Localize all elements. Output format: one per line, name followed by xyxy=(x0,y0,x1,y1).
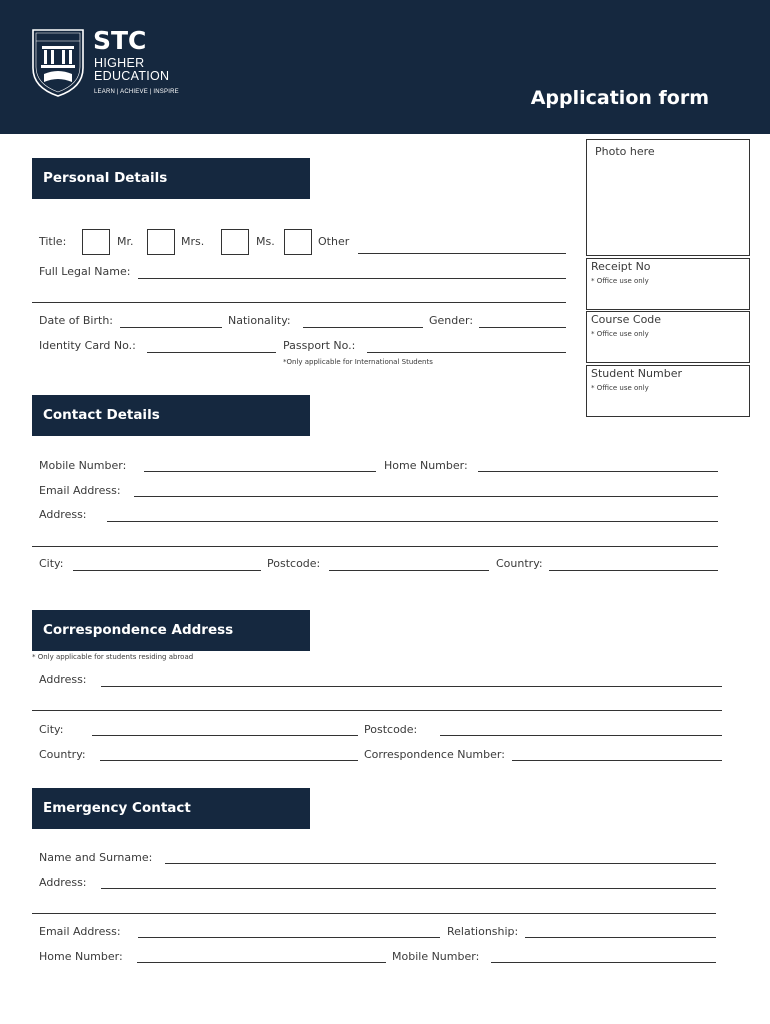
gender-field[interactable] xyxy=(479,327,566,328)
em-address-label: Address: xyxy=(39,876,87,889)
receipt-no-label: Receipt No xyxy=(591,260,651,273)
page-title: Application form xyxy=(530,87,709,109)
corr-country-field[interactable] xyxy=(100,760,358,761)
title-other-checkbox[interactable] xyxy=(284,229,312,255)
title-mr-checkbox[interactable] xyxy=(82,229,110,255)
email-field[interactable] xyxy=(134,496,718,497)
em-name-label: Name and Surname: xyxy=(39,851,153,864)
passport-label: Passport No.: xyxy=(283,339,356,352)
course-code-label: Course Code xyxy=(591,313,662,326)
photo-label: Photo here xyxy=(595,145,655,158)
home-number-label: Home Number: xyxy=(384,459,468,472)
id-card-field[interactable] xyxy=(147,352,276,353)
mobile-label: Mobile Number: xyxy=(39,459,127,472)
title-ms-label: Ms. xyxy=(256,235,275,248)
email-label: Email Address: xyxy=(39,484,121,497)
student-number-note: * Office use only xyxy=(591,384,649,392)
home-number-field[interactable] xyxy=(478,471,718,472)
em-address-field[interactable] xyxy=(101,888,716,889)
brand-line-1: HIGHER xyxy=(94,56,145,70)
corr-postcode-label: Postcode: xyxy=(364,723,418,736)
dob-field[interactable] xyxy=(120,327,222,328)
country-label: Country: xyxy=(496,557,543,570)
brand-name: STC xyxy=(93,26,147,55)
title-mr-label: Mr. xyxy=(117,235,134,248)
header-banner xyxy=(0,0,770,134)
shield-logo-icon xyxy=(30,28,86,98)
student-number-box[interactable] xyxy=(586,365,750,417)
corr-address-label: Address: xyxy=(39,673,87,686)
mobile-field[interactable] xyxy=(144,471,376,472)
corr-city-field[interactable] xyxy=(92,735,358,736)
personal-details-heading: Personal Details xyxy=(32,158,310,199)
passport-note: *Only applicable for International Students xyxy=(283,358,433,366)
em-name-field[interactable] xyxy=(165,863,716,864)
full-name-field-2[interactable] xyxy=(32,302,566,303)
passport-field[interactable] xyxy=(367,352,566,353)
country-field[interactable] xyxy=(549,570,718,571)
title-ms-checkbox[interactable] xyxy=(221,229,249,255)
em-address-field-2[interactable] xyxy=(32,913,716,914)
correspondence-heading: Correspondence Address xyxy=(32,610,310,651)
city-label: City: xyxy=(39,557,64,570)
brand-line-2: EDUCATION xyxy=(94,69,170,83)
receipt-no-box[interactable] xyxy=(586,258,750,310)
course-code-box[interactable] xyxy=(586,311,750,363)
brand-tagline: LEARN | ACHIEVE | INSPIRE xyxy=(94,89,179,95)
dob-label: Date of Birth: xyxy=(39,314,114,327)
em-email-field[interactable] xyxy=(138,937,440,938)
nationality-label: Nationality: xyxy=(228,314,291,327)
receipt-no-note: * Office use only xyxy=(591,277,649,285)
full-name-field[interactable] xyxy=(138,278,566,279)
corr-address-field-2[interactable] xyxy=(32,710,722,711)
corr-address-field[interactable] xyxy=(101,686,722,687)
address-label: Address: xyxy=(39,508,87,521)
em-mobile-field[interactable] xyxy=(491,962,716,963)
course-code-note: * Office use only xyxy=(591,330,649,338)
address-field[interactable] xyxy=(107,521,718,522)
correspondence-note: * Only applicable for students residing abroad xyxy=(32,653,194,661)
title-mrs-label: Mrs. xyxy=(181,235,205,248)
corr-postcode-field[interactable] xyxy=(440,735,722,736)
em-relationship-label: Relationship: xyxy=(447,925,519,938)
corr-city-label: City: xyxy=(39,723,64,736)
title-other-field[interactable] xyxy=(358,253,566,254)
em-relationship-field[interactable] xyxy=(525,937,716,938)
em-home-label: Home Number: xyxy=(39,950,123,963)
city-field[interactable] xyxy=(73,570,261,571)
full-name-label: Full Legal Name: xyxy=(39,265,131,278)
student-number-label: Student Number xyxy=(591,367,682,380)
contact-details-heading: Contact Details xyxy=(32,395,310,436)
em-email-label: Email Address: xyxy=(39,925,121,938)
em-home-field[interactable] xyxy=(137,962,386,963)
photo-box[interactable] xyxy=(586,139,750,256)
postcode-label: Postcode: xyxy=(267,557,321,570)
title-label: Title: xyxy=(39,235,67,248)
emergency-heading: Emergency Contact xyxy=(32,788,310,829)
address-field-2[interactable] xyxy=(32,546,718,547)
corr-country-label: Country: xyxy=(39,748,86,761)
id-card-label: Identity Card No.: xyxy=(39,339,136,352)
corr-number-field[interactable] xyxy=(512,760,722,761)
corr-number-label: Correspondence Number: xyxy=(364,748,505,761)
gender-label: Gender: xyxy=(429,314,474,327)
title-mrs-checkbox[interactable] xyxy=(147,229,175,255)
em-mobile-label: Mobile Number: xyxy=(392,950,480,963)
postcode-field[interactable] xyxy=(329,570,489,571)
nationality-field[interactable] xyxy=(303,327,423,328)
title-other-label: Other xyxy=(318,235,350,248)
